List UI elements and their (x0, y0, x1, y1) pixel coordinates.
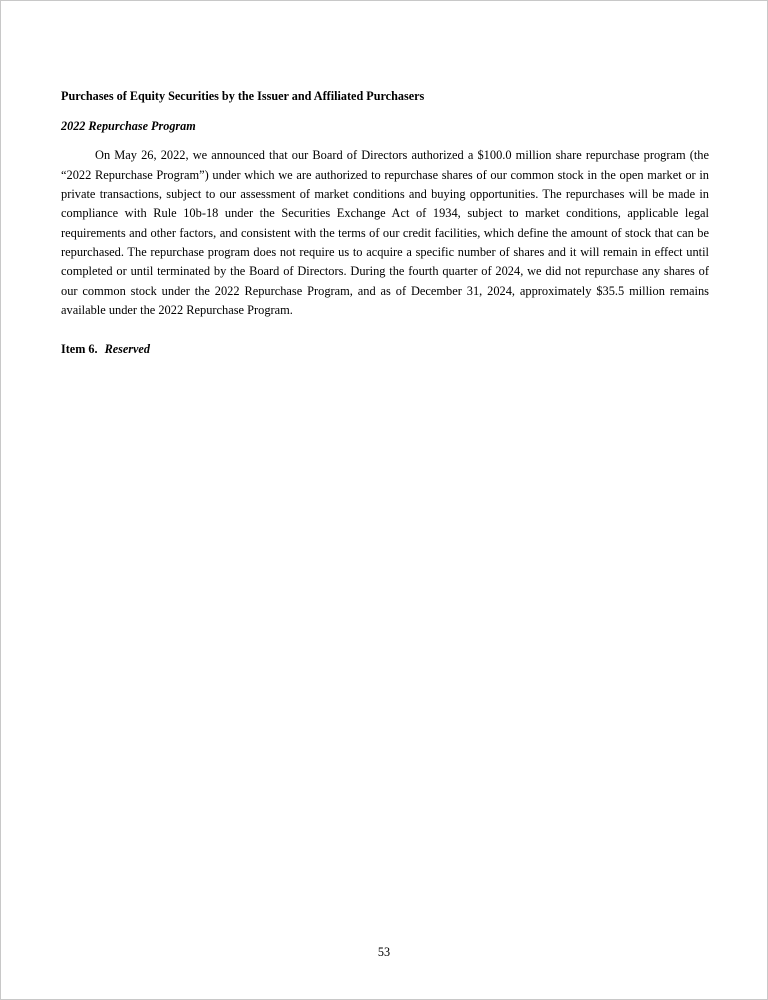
body-paragraph: On May 26, 2022, we announced that our Board of Directors authorized a $100.0 million share repurchase program (the “2022 Repurchase Program”) under which we are authorized to repurchase shares of our common stock in the open market or in private transactions, subject to our assessment of market conditions and buying opportunities. The repurchases will be made in compliance with Rule 10b-18 under the Securities Exchange Act of 1934, subject to market conditions, applicable legal requirements and other factors, and consistent with the terms of our credit facilities, which define the amount of stock that can be repurchased. The repurchase program does not require us to acquire a specific number of shares and it will remain in effect until completed or until terminated by the Board of Directors. During the fourth quarter of 2024, we did not repurchase any shares of our common stock under the 2022 Repurchase Program, and as of December 31, 2024, approximately $35.5 million remains available under the 2022 Repurchase Program. (61, 148, 709, 317)
page-content (61, 89, 709, 357)
item-label: Item 6. (61, 342, 98, 357)
item-title: Reserved (104, 342, 150, 357)
subsection-heading: 2022 Repurchase Program (61, 118, 196, 133)
section-heading: Purchases of Equity Securities by the Issuer and Affiliated Purchasers (61, 89, 425, 103)
page-number: 53 (377, 945, 391, 959)
item-heading (61, 342, 709, 357)
